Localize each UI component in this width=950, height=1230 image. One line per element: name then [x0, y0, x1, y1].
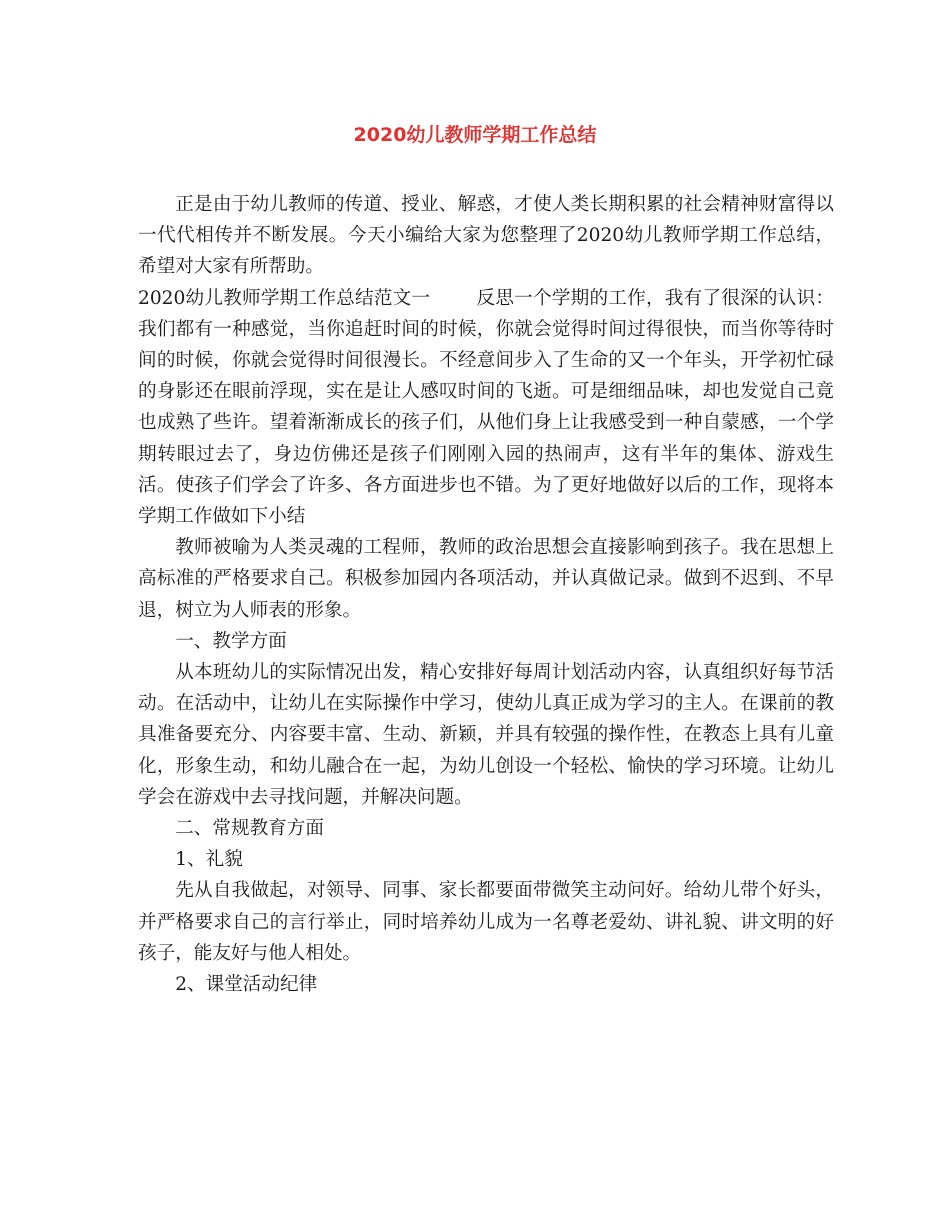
section-teaching-heading: 一、教学方面 — [175, 630, 287, 652]
subsection-courtesy-text: 先从自我做起，对领导、同事、家长都要面带微笑主动问好。给幼儿带个好头，并严格要求自己的言行举止，同时培养幼儿成为一名尊老爱幼、讲礼貌、讲文明的好孩子，能友好与他人相处。 — [138, 880, 834, 964]
intro-paragraph: 正是由于幼儿教师的传道、授业、解惑，才使人类长期积累的社会精神财富得以一代代相传并不断发展。今天小编给大家为您整理了2020幼儿教师学期工作总结，希望对大家有所帮助。 — [138, 194, 834, 278]
section-teaching-text: 从本班幼儿的实际情况出发，精心安排好每周计划活动内容，认真组织好每节活动。在活动中，让幼儿在实际操作中学习，使幼儿真正成为学习的主人。在课前的教具准备要充分、内容要丰富、生动、新颖，并具有较强的操作性，在教态上具有儿童化，形象生动，和幼儿融合在一起，为幼儿创设一个轻松、愉快的学习环境。让幼儿学会在游戏中去寻找问题，并解决问题。 — [138, 662, 834, 808]
ideology-paragraph: 教师被喻为人类灵魂的工程师，教师的政治思想会直接影响到孩子。我在思想上高标准的严格要求自己。积极参加园内各项活动，并认真做记录。做到不迟到、不早退，树立为人师表的形象。 — [138, 537, 834, 621]
subsection-discipline-heading: 2、课堂活动纪律 — [175, 974, 318, 996]
reflection-paragraph: 反思一个学期的工作，我有了很深的认识：我们都有一种感觉，当你追赶时间的时候，你就会觉得时间过得很快，而当你等待时间的时候，你就会觉得时间很漫长。不经意间步入了生命的又一个年头，开学初忙碌的身影还在眼前浮现，实在是让人感叹时间的飞逝。可是细细品味，却也发觉自己竟也成熟了些许。望着渐渐成长的孩子们，从他们身上让我感受到一种自蒙感，一个学期转眼过去了，身边仿佛还是孩子们刚刚入园的热闹声，这有半年的集体、游戏生活。使孩子们学会了许多、各方面进步也不错。为了更好地做好以后的工作，现将本学期工作做如下小结 — [138, 287, 834, 528]
sample-heading: 2020幼儿教师学期工作总结范文一 — [138, 287, 431, 309]
subsection-courtesy-heading: 1、礼貌 — [175, 849, 243, 871]
document-body — [138, 189, 834, 1000]
document-title: 2020幼儿教师学期工作总结 — [353, 124, 597, 146]
section-routine-heading: 二、常规教育方面 — [175, 818, 324, 840]
sample-paragraph — [138, 283, 834, 533]
